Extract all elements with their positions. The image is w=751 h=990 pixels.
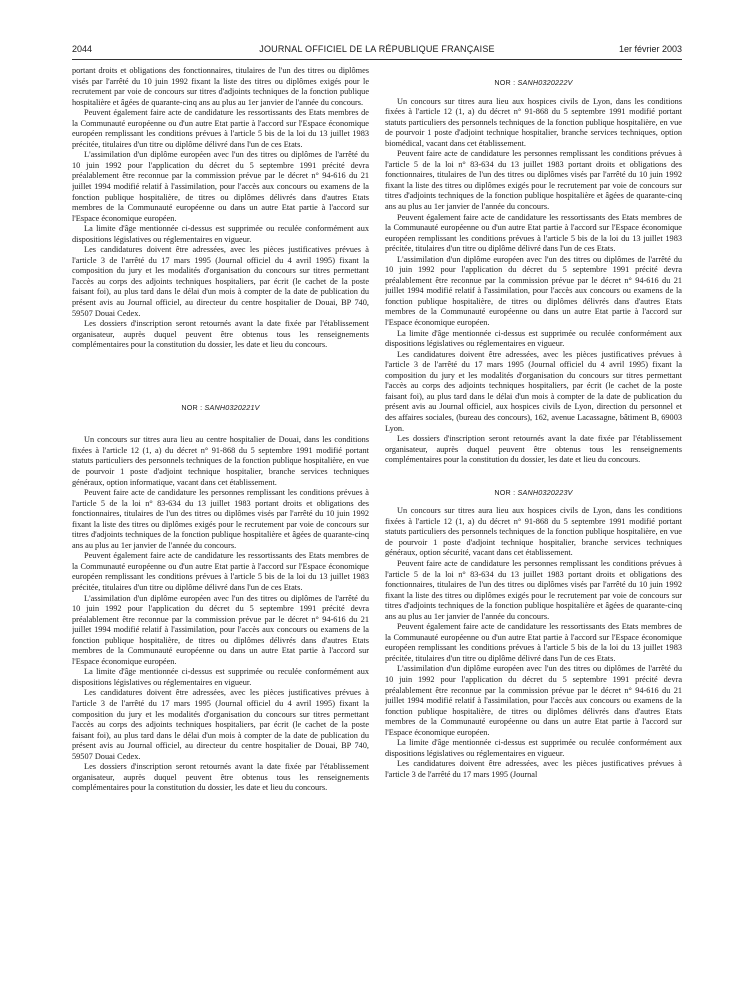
issue-date: 1er février 2003 (618, 44, 682, 54)
section-gap (72, 413, 369, 435)
nor-label: NOR : (494, 487, 516, 497)
paragraph: Peuvent également faire acte de candidature les ressortissants des Etats membres de la Communauté européenne ou d'un autre Etat partie à l'accord sur l'Espace économique européen remplissant les conditions prévues à l'article 5 bis de la loi du 13 juillet 1983 précitée, titulaires d'un titre ou diplôme délivré dans l'un de ces Etats. (72, 551, 369, 592)
left-column (72, 66, 369, 984)
nor-label: NOR : (494, 78, 516, 87)
paragraph: Peuvent faire acte de candidature les personnes remplissant les conditions prévues à l'article 5 de la loi n° 83-634 du 13 juillet 1983 portant droits et obligations des fonctionnaires, titulaires de l'un des titres ou diplômes visés par l'arrêté du 10 juin 1992 fixant la liste des titres ou diplômes exigés pour le recrutement par voie de concours sur titres d'adjoints techniques de la fonction publique hospitalière et âgées de quarante-cinq ans au plus au 1er janvier de l'année du concours. (72, 488, 369, 550)
paragraph: L'assimilation d'un diplôme européen avec l'un des titres ou diplômes de l'arrêté du 10 juin 1992 pour l'application du décret du 5 septembre 1991 précité devra préalablement être reconnue par la commission prévue par le décret n° 94-616 du 21 juillet 1994 modifié relatif à l'assimilation, pour l'accès aux concours ou examens de la fonction publique hospitalière, de titres ou diplômes délivrés dans d'autres Etats membres de la Communauté européenne ou dans un autre Etat partie à l'accord sur l'Espace économique européen. (385, 254, 682, 328)
paragraph: Peuvent faire acte de candidature les personnes remplissant les conditions prévues à l'article 5 de la loi n° 83-634 du 13 juillet 1983 portant droits et obligations des fonctionnaires, titulaires de l'un des titres ou diplômes visés par l'arrêté du 10 juin 1992 fixant la liste des titres ou diplômes exigés pour le recrutement par voie de concours sur titres d'adjoints techniques de la fonction publique hospitalière et âgées de quarante-cinq ans au plus au 1er janvier de l'année du concours. (385, 149, 682, 212)
paragraph: Les candidatures doivent être adressées, avec les pièces justificatives prévues à l'article 3 de l'arrêté du 17 mars 1995 (Journal officiel du 4 avril 1995) fixant la composition du jury et les modalités d'organisation du concours sur titres permettant l'accès au corps des adjoints techniques hospitaliers, par écrit (le cachet de la poste faisant foi), au plus tard dans le délai d'un mois à compter de la date de publication du présent avis au Journal officiel, aux hospices civils de Lyon, direction du personnel et des affaires sociales, (bureau des concours), 162, avenue Lacassagne, bâtiment B, 69003 Lyon. (385, 349, 682, 433)
paragraph: Peuvent également faire acte de candidature les ressortissants des Etats membres de la Communauté européenne ou d'un autre Etat partie à l'accord sur l'Espace économique européen remplissant les conditions prévues à l'article 5 bis de la loi du 13 juillet 1983 précitée, titulaires d'un titre ou diplôme délivré dans l'un de ces Etats. (385, 212, 682, 254)
paragraph: La limite d'âge mentionnée ci-dessus est supprimée ou reculée conformément aux dispositions législatives ou réglementaires en vigueur. (385, 738, 682, 758)
paragraph: Les dossiers d'inscription seront retournés avant la date fixée par l'établissement organisateur, auprès duquel peuvent être obtenus tous les renseignements complémentaires pour la constitution du dossier, les date et lieu du concours. (72, 762, 369, 793)
nor-reference (72, 403, 369, 414)
nor-label: NOR : (181, 402, 203, 412)
right-column (385, 66, 682, 984)
nor-reference (385, 488, 682, 499)
paragraph: La limite d'âge mentionnée ci-dessus est supprimée ou reculée conformément aux dispositions législatives ou réglementaires en vigueur. (72, 224, 369, 244)
paragraph: La limite d'âge mentionnée ci-dessus est supprimée ou reculée conformément aux dispositions législatives ou réglementaires en vigueur. (72, 667, 369, 687)
section-gap (385, 466, 682, 488)
paragraph: Les dossiers d'inscription seront retournés avant la date fixée par l'établissement organisateur, auprès duquel peuvent être obtenus tous les renseignements complémentaires pour la constitution du dossier, les date et lieu du concours. (72, 319, 369, 350)
paragraph: Un concours sur titres aura lieu au centre hospitalier de Douai, dans les conditions fixées à l'article 12 (1, a) du décret n° 91-868 du 5 septembre 1991 modifié portant statuts particuliers des personnels techniques de la fonction publique hospitalière, en vue de pourvoir 1 poste d'adjoint technique hospitalier, branche services techniques généraux, option informatique, vacant dans cet établissement. (72, 435, 369, 487)
section-gap (385, 498, 682, 506)
paragraph: Les candidatures doivent être adressées, avec les pièces justificatives prévues à l'article 3 de l'arrêté du 17 mars 1995 (Journal (385, 759, 682, 779)
nor-reference (385, 78, 682, 89)
header-rule (72, 59, 682, 60)
section-gap (72, 351, 369, 403)
nor-code: SANH0320223V (517, 487, 573, 497)
nor-code: SANH0320222V (517, 78, 573, 87)
page-header (72, 44, 682, 58)
paragraph: Peuvent également faire acte de candidature les ressortissants des Etats membres de la Communauté européenne ou d'un autre Etat partie à l'accord sur l'Espace économique européen remplissant les conditions prévues à l'article 5 bis de la loi du 13 juillet 1983 précitée, titulaires d'un titre ou diplôme délivré dans l'un de ces Etats. (72, 108, 369, 149)
paragraph: Peuvent également faire acte de candidature les ressortissants des Etats membres de la Communauté européenne ou d'un autre Etat partie à l'accord sur l'Espace économique européen remplissant les conditions prévues à l'article 5 bis de la loi du 13 juillet 1983 précitée, titulaires d'un titre ou diplôme délivré dans l'un de ces Etats. (385, 622, 682, 663)
section-gap (385, 66, 682, 78)
paragraph: L'assimilation d'un diplôme européen avec l'un des titres ou diplômes de l'arrêté du 10 juin 1992 pour l'application du décret du 5 septembre 1991 précité devra préalablement être reconnue par la commission prévue par le décret n° 94-616 du 21 juillet 1994 modifié relatif à l'assimilation, pour l'accès aux concours ou examens de la fonction publique hospitalière, de titres ou diplômes délivrés dans d'autres Etats membres de la Communauté européenne ou dans un autre Etat partie à l'accord sur l'Espace économique européen. (385, 664, 682, 737)
paragraph: Peuvent faire acte de candidature les personnes remplissant les conditions prévues à l'article 5 de la loi n° 83-634 du 13 juillet 1983 portant droits et obligations des fonctionnaires, titulaires de l'un des titres ou diplômes visés par l'arrêté du 10 juin 1992 fixant la liste des titres ou diplômes exigés pour le recrutement par voie de concours sur titres d'adjoints techniques de la fonction publique hospitalière et âgées de quarante-cinq ans au plus au 1er janvier de l'année du concours. (385, 558, 682, 621)
paragraph: Les candidatures doivent être adressées, avec les pièces justificatives prévues à l'article 3 de l'arrêté du 17 mars 1995 (Journal officiel du 4 avril 1995) fixant la composition du jury et les modalités d'organisation du concours sur titres permettant l'accès au corps des adjoints techniques hospitaliers, par écrit (le cachet de la poste faisant foi), au plus tard dans le délai d'un mois à compter de la date de publication du présent avis au Journal officiel, au directeur du centre hospitalier de Douai, BP 740, 59507 Douai Cedex. (72, 688, 369, 761)
section-gap (385, 89, 682, 97)
paragraph: Les candidatures doivent être adressées, avec les pièces justificatives prévues à l'article 3 de l'arrêté du 17 mars 1995 (Journal officiel du 4 avril 1995) fixant la composition du jury et les modalités d'organisation du concours sur titres permettant l'accès au corps des adjoints techniques hospitaliers, par écrit (le cachet de la poste faisant foi), au plus tard dans le délai d'un mois à compter de la date de publication du présent avis au Journal officiel, au directeur du centre hospitalier de Douai, BP 740, 59507 Douai Cedex. (72, 245, 369, 318)
nor-code: SANH0320221V (204, 402, 260, 412)
paragraph: portant droits et obligations des fonctionnaires, titulaires de l'un des titres ou diplômes visés par l'arrêté du 10 juin 1992 fixant la liste des titres ou diplômes exigés pour le recrutement par voie de concours sur titres d'adjoints techniques de la fonction publique hospitalière et âgées de quarante-cinq ans au plus au 1er janvier de l'année du concours. (72, 66, 369, 107)
paragraph: L'assimilation d'un diplôme européen avec l'un des titres ou diplômes de l'arrêté du 10 juin 1992 pour l'application du décret du 5 septembre 1991 précité devra préalablement être reconnue par la commission prévue par le décret n° 94-616 du 21 juillet 1994 modifié relatif à l'assimilation, pour l'accès aux concours ou examens de la fonction publique hospitalière, de titres ou diplômes délivrés dans d'autres Etats membres de la Communauté européenne ou dans un autre Etat partie à l'accord sur l'Espace économique européen. (72, 150, 369, 223)
paragraph: Les dossiers d'inscription seront retournés avant la date fixée par l'établissement organisateur, auprès duquel peuvent être obtenus tous les renseignements complémentaires pour la constitution du dossier, les date et lieu du concours. (385, 434, 682, 465)
journal-title: JOURNAL OFFICIEL DE LA RÉPUBLIQUE FRANÇAISE (259, 44, 495, 54)
page-number: 2044 (72, 44, 93, 54)
paragraph: Un concours sur titres aura lieu aux hospices civils de Lyon, dans les conditions fixées à l'article 12 (1, a) du décret n° 91-868 du 5 septembre 1991 modifié portant statuts particuliers des personnels techniques de la fonction publique hospitalière, en vue de pourvoir 1 poste d'adjoint technique hospitalier, branche services techniques, option biomédical, vacant dans cet établissement. (385, 96, 682, 148)
paragraph: La limite d'âge mentionnée ci-dessus est supprimée ou reculée conformément aux dispositions législatives ou réglementaires en vigueur. (385, 328, 682, 349)
paragraph: Un concours sur titres aura lieu aux hospices civils de Lyon, dans les conditions fixées à l'article 12 (1, a) du décret n° 91-868 du 5 septembre 1991 modifié portant statuts particuliers des personnels techniques de la fonction publique hospitalière, en vue de pourvoir 1 poste d'adjoint technique hospitalier, branche services techniques généraux, option sécurité, vacant dans cet établissement. (385, 506, 682, 558)
paragraph: L'assimilation d'un diplôme européen avec l'un des titres ou diplômes de l'arrêté du 10 juin 1992 pour l'application du décret du 5 septembre 1991 précité devra préalablement être reconnue par la commission prévue par le décret n° 94-616 du 21 juillet 1994 modifié relatif à l'assimilation, pour l'accès aux concours ou examens de la fonction publique hospitalière, de titres ou diplômes délivrés dans d'autres Etats membres de la Communauté européenne ou dans un autre Etat partie à l'accord sur l'Espace économique européen. (72, 593, 369, 666)
